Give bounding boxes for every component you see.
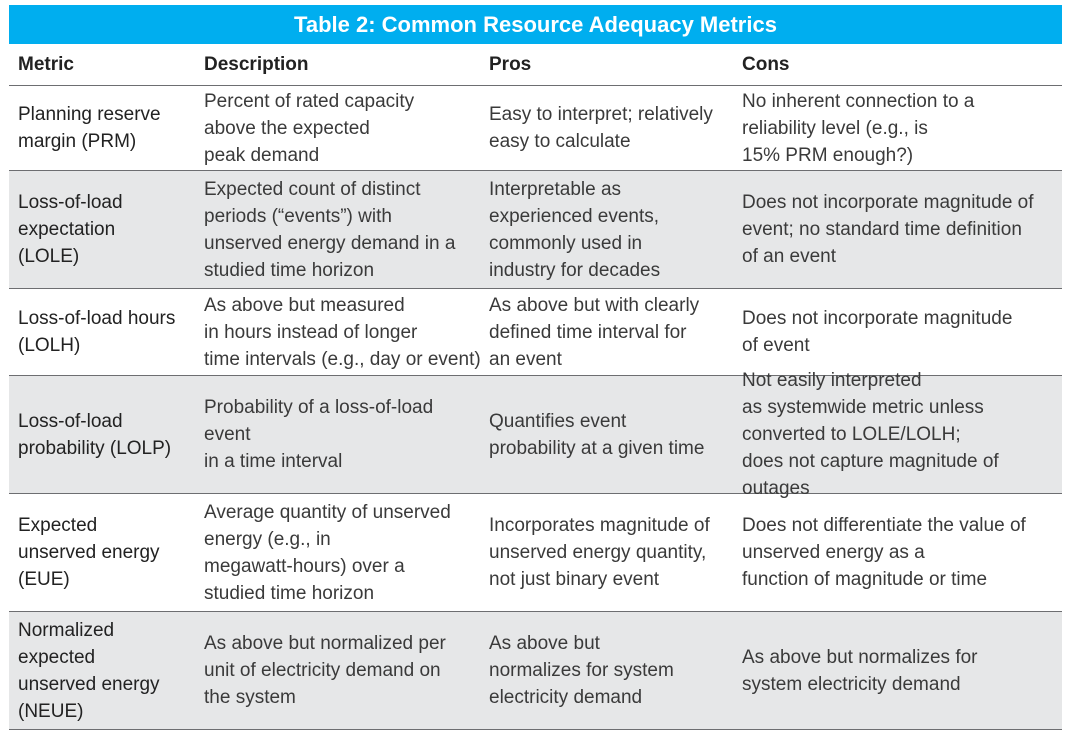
cell-text: Expected count of distinct periods (“events”) with unserved energy demand in a studied time horizon [204,178,456,281]
table-row [9,289,1062,376]
cons-cell [742,370,1062,499]
cell-text: As above but normalized per unit of electricity demand on the system [204,633,446,708]
cell-text: Normalized expected unserved energy (NEUE) [18,619,160,722]
cell-text: Percent of rated capacity above the expected peak demand [204,90,415,166]
header-cons: Cons [742,53,790,75]
header-metric: Metric [18,53,74,75]
cell-text: As above but measured in hours instead of longer time intervals (e.g., day or event) [204,294,481,370]
table-row [9,612,1062,730]
metric-cell [18,494,198,611]
table-header-row [9,44,1062,86]
metric-cell [18,171,198,288]
metric-cell [18,612,198,729]
pros-cell [489,171,737,288]
description-cell [204,86,484,170]
cons-cell [742,171,1062,288]
header-pros: Pros [489,53,532,75]
cell-text: Quantifies event probability at a given time [489,410,705,459]
cell-text: Average quantity of unserved energy (e.g., in megawatt-hours) over a studied time horizon [204,501,451,604]
table-row [9,494,1062,612]
cell-text: Does not differentiate the value of unserved energy as a function of magnitude or time [742,515,1026,590]
cell-text: Planning reserve margin (PRM) [18,104,161,152]
metric-cell [18,86,198,170]
cons-cell [742,494,1062,611]
pros-cell [489,494,737,611]
cell-text: Probability of a loss-of-load event in a time interval [204,397,434,472]
cell-text: Not easily interpreted as systemwide metric unless converted to LOLE/LOLH; does not capture magnitude of outages [742,370,999,499]
cell-text: Loss-of-load expectation (LOLE) [18,192,123,267]
metric-cell [18,289,198,375]
cell-text: Interpretable as experienced events, commonly used in industry for decades [489,178,661,281]
cell-text: No inherent connection to a reliability level (e.g., is 15% PRM enough?) [742,90,975,166]
description-cell [204,289,484,375]
cell-text: Incorporates magnitude of unserved energy quantity, not just binary event [489,515,710,590]
cons-cell [742,86,1062,170]
cell-text: Does not incorporate magnitude of event [742,308,1013,356]
header-description: Description [204,53,309,75]
cons-cell [742,612,1062,729]
description-cell [204,612,484,729]
table-row [9,370,1062,499]
table-row [9,86,1062,171]
pros-cell [489,612,737,729]
cell-text: Loss-of-load hours (LOLH) [18,308,176,356]
cell-text: Easy to interpret; relatively easy to calculate [489,104,713,152]
cell-text: Expected unserved energy (EUE) [18,515,160,590]
cons-cell [742,289,1062,375]
cell-text: As above but normalizes for system electricity demand [742,646,978,695]
description-cell [204,494,484,611]
description-cell [204,376,484,493]
description-cell [204,171,484,288]
cell-text: Does not incorporate magnitude of event; no standard time definition of an event [742,192,1034,267]
pros-cell [489,376,737,493]
cell-text: As above but with clearly defined time interval for an event [489,294,700,370]
pros-cell [489,86,737,170]
pros-cell [489,289,737,375]
metric-cell [18,376,198,493]
cell-text: Loss-of-load probability (LOLP) [18,410,172,459]
table-title: Table 2: Common Resource Adequacy Metrics [9,5,1062,44]
cell-text: As above but normalizes for system electricity demand [489,633,674,708]
table-row [9,171,1062,289]
metrics-table [9,44,1062,730]
